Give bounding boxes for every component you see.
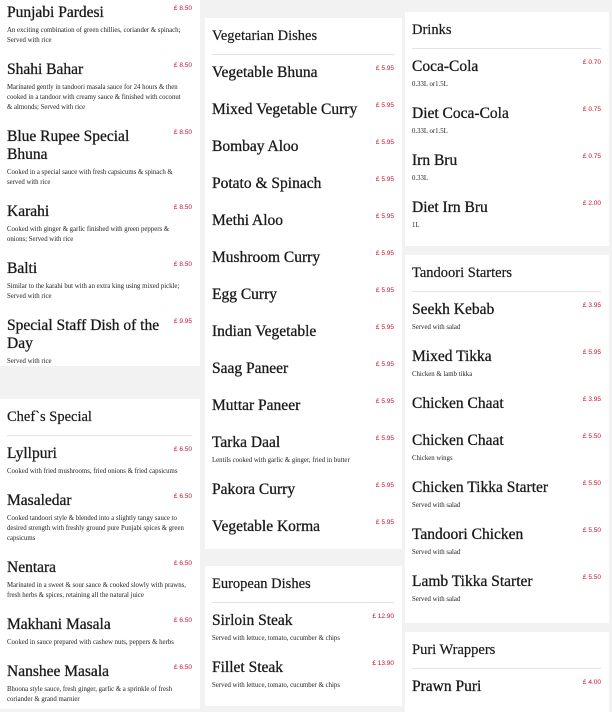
item-price: £ 0.70 <box>582 59 601 66</box>
menu-item[interactable] <box>212 360 394 397</box>
menu-section-puri-wrappers <box>405 632 609 712</box>
item-name: Makhani Masala <box>7 616 111 633</box>
item-price: £ 5.50 <box>582 574 601 581</box>
menu-item[interactable] <box>212 481 394 518</box>
item-price: £ 0.75 <box>582 106 601 113</box>
section-title: Tandoori Starters <box>412 264 601 292</box>
item-price: £ 8.50 <box>173 204 192 211</box>
item-name: Prawn Puri <box>412 678 482 695</box>
item-name: Chicken Chaat <box>412 395 504 412</box>
item-price: £ 6.50 <box>173 493 192 500</box>
item-description: Cooked tandoori style & blended into a slightly tangy sauce to desired strength with freshly ground pure Punjabi spices & green capsicums <box>7 515 184 542</box>
item-name: Mushroom Curry <box>212 249 321 266</box>
menu-item[interactable] <box>212 612 394 659</box>
menu-item[interactable] <box>7 260 192 317</box>
item-name: Bombay Aloo <box>212 138 299 155</box>
item-price: £ 3.95 <box>582 302 601 309</box>
menu-item[interactable] <box>212 249 394 286</box>
menu-item[interactable] <box>7 492 192 559</box>
section-title: Chef`s Special <box>7 408 192 436</box>
item-price: £ 8.50 <box>173 5 192 12</box>
item-name: Tarka Daal <box>212 434 281 451</box>
menu-section-house-specials <box>0 0 200 366</box>
item-description: Served with lettuce, tomato, cucumber & chips <box>212 682 340 689</box>
item-price: £ 5.95 <box>582 349 601 356</box>
item-price: £ 5.95 <box>375 324 394 331</box>
item-name: Karahi <box>7 203 50 220</box>
item-price: £ 8.50 <box>173 129 192 136</box>
item-name: Muttar Paneer <box>212 397 301 414</box>
item-description: Cooked in sauce prepared with cashew nuts, peppers & herbs <box>7 639 174 646</box>
item-name: Indian Vegetable <box>212 323 317 340</box>
item-price: £ 6.50 <box>173 446 192 453</box>
menu-section-tandoori-starters <box>405 255 609 623</box>
menu-item[interactable] <box>412 432 601 479</box>
item-description: Cooked with fried mushrooms, fried onions & fried capsicums <box>7 468 178 475</box>
item-name: Mixed Tikka <box>412 348 492 365</box>
item-name: Coca-Cola <box>412 58 479 75</box>
item-price: £ 8.50 <box>173 62 192 69</box>
item-name: Diet Irn Bru <box>412 199 488 216</box>
item-description: Chicken & lamb tikka <box>412 371 473 378</box>
item-name: Methi Aloo <box>212 212 284 229</box>
item-price: £ 12.90 <box>372 613 394 620</box>
section-title: Puri Wrappers <box>412 641 601 669</box>
item-price: £ 0.75 <box>582 153 601 160</box>
menu-item[interactable] <box>412 199 601 246</box>
item-description: 1L <box>412 222 420 229</box>
item-name: Punjabi Pardesi <box>7 4 104 21</box>
item-price: £ 6.50 <box>173 560 192 567</box>
menu-item[interactable] <box>212 175 394 212</box>
menu-item[interactable] <box>212 286 394 323</box>
item-name: Balti <box>7 260 38 277</box>
item-price: £ 5.95 <box>375 176 394 183</box>
item-price: £ 5.95 <box>375 139 394 146</box>
menu-item[interactable] <box>7 559 192 616</box>
item-name: Irn Bru <box>412 152 458 169</box>
menu-item[interactable] <box>212 212 394 249</box>
item-price: £ 13.90 <box>372 660 394 667</box>
item-price: £ 5.95 <box>375 102 394 109</box>
item-name: Lamb Tikka Starter <box>412 573 533 590</box>
item-description: Bhoona style sauce, fresh ginger, garlic & a sprinkle of fresh coriander & grand marnier <box>7 686 173 703</box>
item-price: £ 5.95 <box>375 519 394 526</box>
item-description: Served with salad <box>412 324 461 331</box>
menu-item[interactable] <box>7 663 192 709</box>
item-price: £ 5.50 <box>582 527 601 534</box>
item-name: Fillet Steak <box>212 659 284 676</box>
item-price: £ 2.00 <box>582 200 601 207</box>
item-name: Tandoori Chicken <box>412 526 524 543</box>
menu-item[interactable] <box>212 434 394 481</box>
menu-item[interactable] <box>412 301 601 348</box>
item-name: Special Staff Dish of the Day <box>7 317 160 352</box>
section-title: Vegetarian Dishes <box>212 27 394 55</box>
item-price: £ 5.95 <box>375 482 394 489</box>
item-name: Seekh Kebab <box>412 301 495 318</box>
item-name: Saag Paneer <box>212 360 289 377</box>
item-description: Marinated gently in tandoori masala sauce for 24 hours & then cooked in a tandoor with creamy sauce & finished with coconut & almonds; Served with rice <box>7 84 181 111</box>
item-description: Cooked with ginger & garlic finished with green peppers & onions; Served with rice <box>7 226 170 243</box>
menu-item[interactable] <box>412 395 601 432</box>
item-description: Similar to the karahi but with an extra king using mixed pickle; Served with rice <box>7 283 180 300</box>
item-name: Shahi Bahar <box>7 61 84 78</box>
item-price: £ 5.95 <box>375 287 394 294</box>
item-name: Diet Coca-Cola <box>412 105 509 122</box>
menu-item[interactable] <box>7 445 192 492</box>
item-price: £ 3.95 <box>582 396 601 403</box>
item-price: £ 6.50 <box>173 617 192 624</box>
item-price: £ 4.00 <box>582 679 601 686</box>
menu-item[interactable] <box>412 152 601 199</box>
section-title: European Dishes <box>212 575 394 603</box>
item-name: Pakora Curry <box>212 481 296 498</box>
menu-item[interactable] <box>7 61 192 128</box>
menu-item[interactable] <box>412 348 601 395</box>
menu-item[interactable] <box>7 616 192 663</box>
menu-item[interactable] <box>7 4 192 61</box>
item-description: 0.33L or1.5L <box>412 128 448 135</box>
menu-section-chefs-special <box>0 399 200 709</box>
menu-item[interactable] <box>212 64 394 101</box>
item-price: £ 5.95 <box>375 65 394 72</box>
item-description: 0.33L <box>412 175 429 182</box>
menu-item[interactable] <box>212 323 394 360</box>
item-description: Marinated in a sweet & sour sauce & cooked slowly with prawns, fresh herbs & spices, retaining all the natural juice <box>7 582 186 599</box>
item-price: £ 5.95 <box>375 361 394 368</box>
item-name: Nentara <box>7 559 57 576</box>
item-price: £ 6.50 <box>173 664 192 671</box>
item-description: Served with salad <box>412 549 461 556</box>
item-description: Chicken wings <box>412 455 453 462</box>
section-title: Drinks <box>412 21 601 49</box>
menu-section-european-dishes <box>205 566 402 706</box>
item-price: £ 5.95 <box>375 398 394 405</box>
menu-section-drinks <box>405 12 609 246</box>
menu-item[interactable] <box>7 128 192 203</box>
item-description: An exciting combination of green chillies, coriander & spinach; Served with rice <box>7 27 181 44</box>
item-name: Vegetable Korma <box>212 518 321 535</box>
menu-item[interactable] <box>212 397 394 434</box>
item-price: £ 5.95 <box>375 213 394 220</box>
menu-item[interactable] <box>412 678 601 712</box>
menu-item[interactable] <box>212 659 394 706</box>
item-name: Chicken Chaat <box>412 432 504 449</box>
item-price: £ 5.50 <box>582 480 601 487</box>
item-price: £ 5.50 <box>582 433 601 440</box>
item-name: Chicken Tikka Starter <box>412 479 549 496</box>
item-description: Lentils cooked with garlic & ginger, fried in butter <box>212 457 350 464</box>
menu-item[interactable] <box>7 203 192 260</box>
menu-item[interactable] <box>212 101 394 138</box>
menu-item[interactable] <box>412 479 601 526</box>
item-name: Blue Rupee Special Bhuna <box>7 128 130 163</box>
item-name: Nanshee Masala <box>7 663 109 680</box>
menu-item[interactable] <box>7 317 192 366</box>
item-price: £ 9.95 <box>173 318 192 325</box>
item-name: Egg Curry <box>212 286 278 303</box>
menu-item[interactable] <box>412 58 601 105</box>
item-name: Mixed Vegetable Curry <box>212 101 358 118</box>
item-name: Vegetable Bhuna <box>212 64 318 81</box>
menu-item[interactable] <box>412 526 601 573</box>
menu-item[interactable] <box>212 138 394 175</box>
item-description: Cooked in a special sauce with fresh capsicums & spinach & served with rice <box>7 169 173 186</box>
item-description: 0.33L or1.5L <box>412 81 448 88</box>
item-name: Lyllpuri <box>7 445 57 462</box>
item-name: Sirloin Steak <box>212 612 293 629</box>
item-description: Served with lettuce, tomato, cucumber & chips <box>212 635 340 642</box>
item-price: £ 5.95 <box>375 250 394 257</box>
item-description: Served with rice <box>7 358 52 365</box>
item-name: Potato & Spinach <box>212 175 322 192</box>
item-description: Served with salad <box>412 596 461 603</box>
item-description: Served with salad <box>412 502 461 509</box>
menu-section-vegetarian-dishes <box>205 18 402 549</box>
item-price: £ 8.50 <box>173 261 192 268</box>
menu-item[interactable] <box>412 573 601 620</box>
menu-item[interactable] <box>212 518 394 549</box>
item-price: £ 5.95 <box>375 435 394 442</box>
item-name: Masaledar <box>7 492 72 509</box>
menu-item[interactable] <box>412 105 601 152</box>
